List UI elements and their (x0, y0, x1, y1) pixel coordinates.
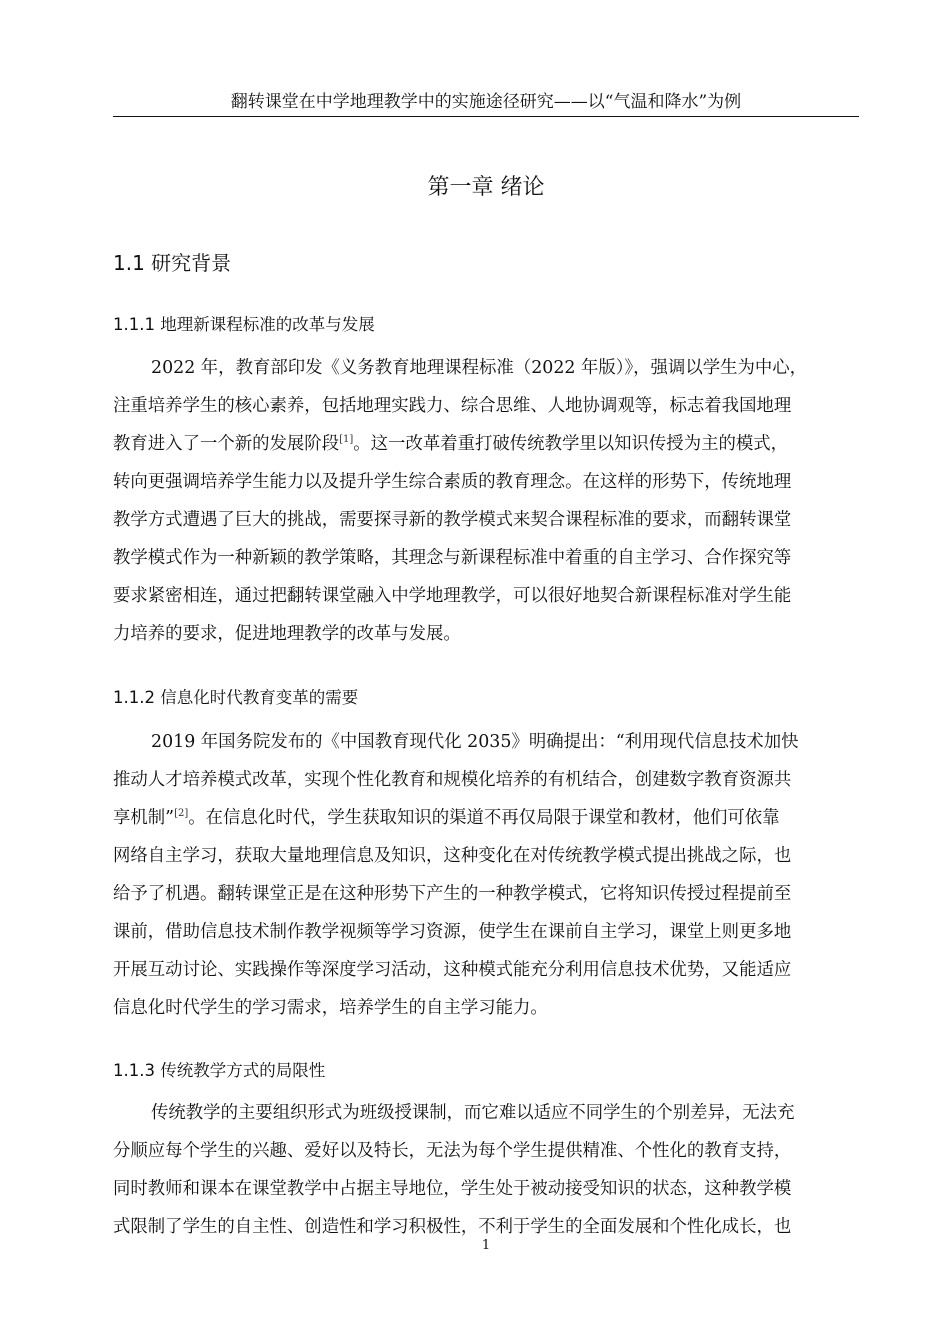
line-text: 享机制” (113, 808, 175, 828)
paragraph-line: 式限制了学生的自主性、创造性和学习积极性，不利于学生的全面发展和个性化成长，也 (113, 1217, 792, 1237)
paragraph-line: 网络自主学习，获取大量地理信息及知识，这种变化在对传统教学模式提出挑战之际，也 (113, 846, 792, 866)
paragraph-line: 课前，借助信息技术制作教学视频等学习资源，使学生在课前自主学习，课堂上则更多地 (113, 922, 792, 942)
chapter-title: 第一章 绪论 (427, 175, 545, 200)
section-title: 1.1 研究背景 (113, 251, 232, 275)
paragraph-traditional-limits (113, 1094, 859, 1246)
paragraph-line: 传统教学的主要组织形式为班级授课制，而它难以适应不同学生的个别差异，无法充 (151, 1103, 795, 1123)
line-text: 。在信息化时代，学生获取知识的渠道不再仅局限于课堂和教材，他们可依靠 (188, 808, 780, 828)
subsection-title-1-1-1: 1.1.1 地理新课程标准的改革与发展 (113, 315, 375, 334)
header-rule (113, 116, 859, 117)
running-header: 翻转课堂在中学地理教学中的实施途径研究——以“气温和降水”为例 (230, 92, 742, 112)
paragraph-line (113, 425, 859, 463)
paragraph-line (113, 799, 859, 837)
paragraph-line: 教学模式作为一种新颖的教学策略，其理念与新课程标准中着重的自主学习、合作探究等 (113, 548, 792, 568)
line-text: 。这一改革着重打破传统教学里以知识传授为主的模式， (353, 434, 789, 454)
paragraph-line: 同时教师和课本在课堂教学中占据主导地位，学生处于被动接受知识的状态，这种教学模 (113, 1179, 792, 1199)
paragraph-curriculum-reform (113, 349, 859, 653)
paragraph-line: 推动人才培养模式改革，实现个性化教育和规模化培养的有机结合，创建数字教育资源共 (113, 770, 792, 790)
paragraph-line: 教学方式遭遇了巨大的挑战，需要探寻新的教学模式来契合课程标准的要求，而翻转课堂 (113, 510, 792, 530)
citation-ref: [1] (339, 434, 354, 445)
paragraph-line: 注重培养学生的核心素养，包括地理实践力、综合思维、人地协调观等，标志着我国地理 (113, 396, 792, 416)
paragraph-line: 2022 年，教育部印发《义务教育地理课程标准（2022 年版）》，强调以学生为中心， (151, 358, 808, 378)
paragraph-informatization (113, 723, 859, 1027)
paragraph-line: 转向更强调培养学生能力以及提升学生综合素质的教育理念。在这样的形势下，传统地理 (113, 472, 792, 492)
paragraph-line: 力培养的要求，促进地理教学的改革与发展。 (113, 624, 461, 644)
paragraph-line: 分顺应每个学生的兴趣、爱好以及特长，无法为每个学生提供精准、个性化的教育支持， (113, 1141, 792, 1161)
subsection-title-1-1-3: 1.1.3 传统教学方式的局限性 (113, 1061, 326, 1080)
subsection-title-1-1-2: 1.1.2 信息化时代教育变革的需要 (113, 688, 359, 707)
paragraph-line: 给予了机遇。翻转课堂正是在这种形势下产生的一种教学模式，它将知识传授过程提前至 (113, 884, 792, 904)
paragraph-line: 2019 年国务院发布的《中国教育现代化 2035》明确提出：“利用现代信息技术加快 (151, 732, 799, 752)
line-text: 教育进入了一个新的发展阶段 (113, 434, 340, 454)
page-number: 1 (481, 1238, 491, 1253)
citation-ref: [2] (174, 808, 189, 819)
paragraph-line: 信息化时代学生的学习需求，培养学生的自主学习能力。 (113, 998, 548, 1018)
paragraph-line: 要求紧密相连，通过把翻转课堂融入中学地理教学，可以很好地契合新课程标准对学生能 (113, 586, 792, 606)
paragraph-line: 开展互动讨论、实践操作等深度学习活动，这种模式能充分利用信息技术优势，又能适应 (113, 960, 792, 980)
